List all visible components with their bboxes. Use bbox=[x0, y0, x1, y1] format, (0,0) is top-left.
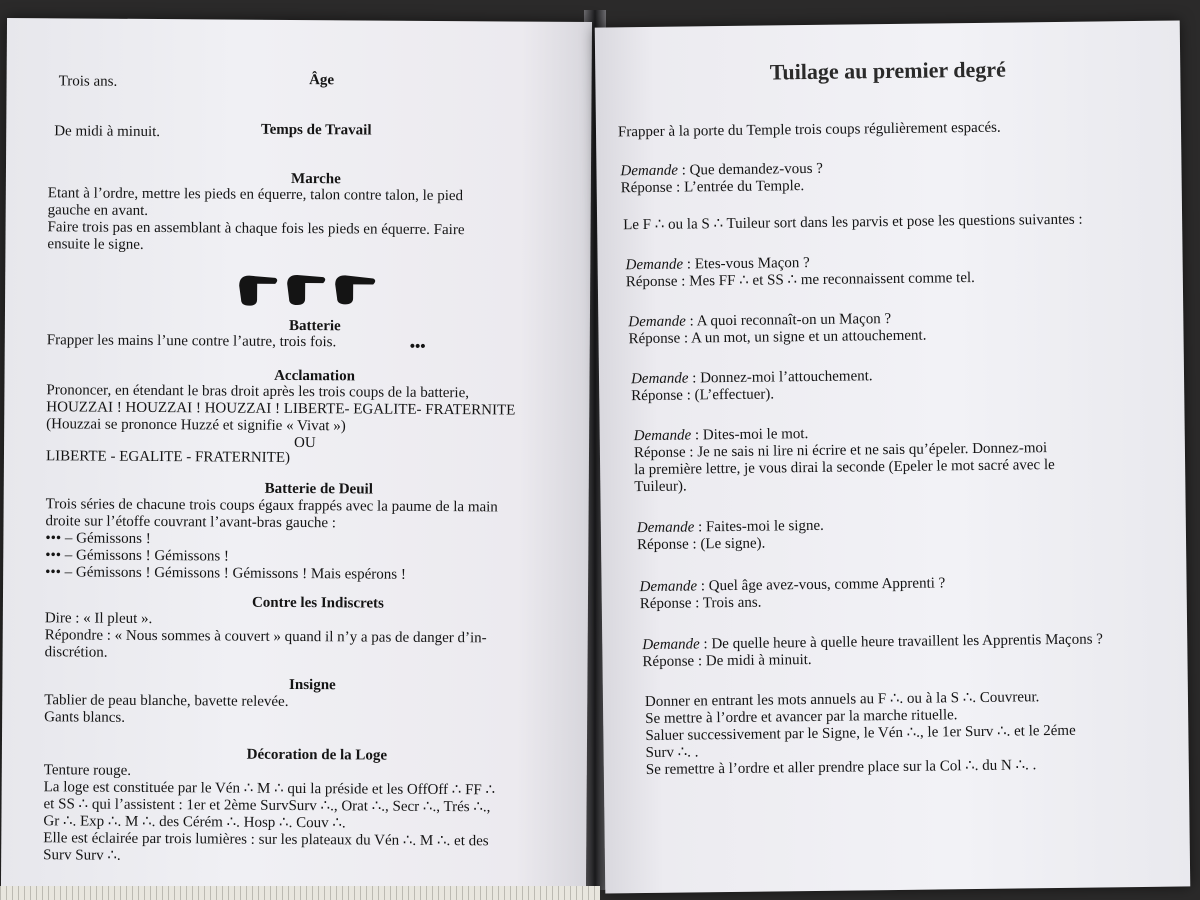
question-5: Demande : Dites-moi le mot. bbox=[633, 426, 809, 445]
indiscreet-line-2: Répondre : « Nous sommes à couvert » quand il n’y a pas de danger d’in- bbox=[44, 627, 487, 647]
march-line-3: Faire trois pas en assemblant à chaque fois les pieds en équerre. Faire bbox=[47, 219, 465, 239]
decoration-line-2: La loge est constituée par le Vén ∴ M ∴ qui la préside et les OffOff ∴ FF ∴ bbox=[43, 779, 496, 799]
closing-line-3: Saluer successivement par le Signe, le Vén ∴., le 1er Surv ∴. et le 2éme bbox=[645, 722, 1076, 745]
answer-5-line-1: Réponse : Je ne sais ni lire ni écrire et ne sais qu’épeler. Donnez-moi bbox=[633, 440, 1048, 462]
answer-1: Réponse : L’entrée du Temple. bbox=[620, 178, 805, 197]
indiscreet-heading: Contre les Indiscrets bbox=[251, 594, 384, 612]
acclamation-or: OU bbox=[294, 434, 316, 452]
work-time-value: De midi à minuit. bbox=[54, 123, 161, 141]
answer-5-line-2: la première lettre, je vous dirai la seconde (Epeler le mot sacré avec le bbox=[634, 457, 1055, 479]
march-line-2: gauche en avant. bbox=[47, 202, 149, 219]
work-time-heading: Temps de Travail bbox=[260, 121, 372, 139]
insignia-line-1: Tablier de peau blanche, bavette relevée. bbox=[44, 692, 289, 710]
page-title: Tuilage au premier degré bbox=[769, 56, 1006, 85]
answer-2: Réponse : Mes FF ∴ et SS ∴ me reconnaissent comme tel. bbox=[625, 269, 975, 291]
footprints-icon bbox=[235, 272, 380, 309]
indiscreet-line-1: Dire : « Il pleut ». bbox=[44, 610, 153, 627]
decoration-line-5: Elle est éclairée par trois lumières : sur les plateaux du Vén ∴. M ∴. et des bbox=[43, 830, 489, 850]
closing-line-2: Se mettre à l’ordre et avancer par la marche rituelle. bbox=[645, 707, 958, 728]
acclamation-heading: Acclamation bbox=[274, 367, 356, 385]
age-heading: Âge bbox=[309, 72, 335, 89]
mourning-line-2: droite sur l’étoffe couvrant l’avant-bras gauche : bbox=[45, 513, 337, 532]
march-line-1: Etant à l’ordre, mettre les pieds en équerre, talon contre talon, le pied bbox=[47, 185, 464, 205]
answer-3: Réponse : A un mot, un signe et un attouchement. bbox=[628, 327, 927, 348]
insignia-line-2: Gants blancs. bbox=[44, 709, 126, 726]
answer-7: Réponse : Trois ans. bbox=[639, 594, 762, 613]
acclamation-line-5: LIBERTE - EGALITE - FRATERNITE) bbox=[45, 448, 291, 466]
question-2: Demande : Etes-vous Maçon ? bbox=[625, 254, 810, 274]
question-8: Demande : De quelle heure à quelle heure travaillent les Apprentis Maçons ? bbox=[642, 631, 1104, 654]
answer-4: Réponse : (L’effectuer). bbox=[631, 386, 775, 405]
battery-text: Frapper les mains l’une contre l’autre, trois fois. bbox=[46, 332, 337, 351]
mourning-line-4: ••• – Gémissons ! Gémissons ! bbox=[45, 547, 230, 565]
question-7: Demande : Quel âge avez-vous, comme Apprenti ? bbox=[639, 575, 946, 596]
ruler-strip bbox=[0, 886, 600, 900]
closing-line-5: Se remettre à l’ordre et aller prendre place sur la Col ∴. du N ∴. . bbox=[645, 757, 1037, 779]
age-value: Trois ans. bbox=[58, 73, 118, 90]
answer-8: Réponse : De midi à minuit. bbox=[642, 652, 812, 671]
answer-6: Réponse : (Le signe). bbox=[636, 535, 766, 554]
indiscreet-line-3: discrétion. bbox=[44, 644, 108, 661]
insignia-heading: Insigne bbox=[288, 676, 336, 694]
decoration-line-1: Tenture rouge. bbox=[43, 762, 132, 779]
question-6: Demande : Faites-moi le signe. bbox=[636, 517, 824, 537]
right-page bbox=[595, 20, 1191, 893]
battery-heading: Batterie bbox=[289, 317, 341, 335]
mourning-line-1: Trois séries de chacune trois coups égaux frappés avec la paume de la main bbox=[45, 496, 498, 516]
closing-line-1: Donner en entrant les mots annuels au F ∴. ou à la S ∴. Couvreur. bbox=[644, 689, 1040, 711]
acclamation-line-3: (Houzzai se prononce Huzzé et signifie « Vivat ») bbox=[46, 416, 346, 435]
battery-dots: ••• bbox=[409, 338, 426, 355]
answer-5-line-3: Tuileur). bbox=[634, 478, 687, 496]
mourning-line-5: ••• – Gémissons ! Gémissons ! Gémissons ! Mais espérons ! bbox=[45, 564, 406, 583]
decoration-heading: Décoration de la Loge bbox=[246, 746, 388, 764]
decoration-line-4: Gr ∴. Exp ∴. M ∴. des Cérém ∴. Hosp ∴. Couv ∴. bbox=[43, 813, 346, 832]
intro-text: Frapper à la porte du Temple trois coups régulièrement espacés. bbox=[617, 119, 1001, 141]
mourning-heading: Batterie de Deuil bbox=[264, 480, 373, 498]
closing-line-4: Surv ∴. . bbox=[645, 744, 699, 762]
acclamation-line-1: Prononcer, en étendant le bras droit après les trois coups de la batterie, bbox=[46, 382, 470, 402]
question-3: Demande : A quoi reconnaît-on un Maçon ? bbox=[628, 311, 892, 331]
tiler-instruction: Le F ∴ ou la S ∴ Tuileur sort dans les parvis et pose les questions suivantes : bbox=[623, 211, 1083, 234]
acclamation-line-2: HOUZZAI ! HOUZZAI ! HOUZZAI ! LIBERTE- EGALITE- FRATERNITE bbox=[46, 399, 516, 419]
mourning-line-3: ••• – Gémissons ! bbox=[45, 530, 151, 547]
march-heading: Marche bbox=[291, 170, 341, 188]
march-line-4: ensuite le signe. bbox=[47, 236, 144, 253]
decoration-line-3: et SS ∴ qui l’assistent : 1er et 2ème SurvSurv ∴., Orat ∴., Secr ∴., Trés ∴., bbox=[43, 796, 491, 816]
decoration-line-6: Surv Surv ∴. bbox=[43, 847, 121, 864]
question-4: Demande : Donnez-moi l’attouchement. bbox=[630, 368, 873, 388]
left-page bbox=[1, 18, 592, 890]
question-1: Demande : Que demandez-vous ? bbox=[620, 160, 824, 180]
